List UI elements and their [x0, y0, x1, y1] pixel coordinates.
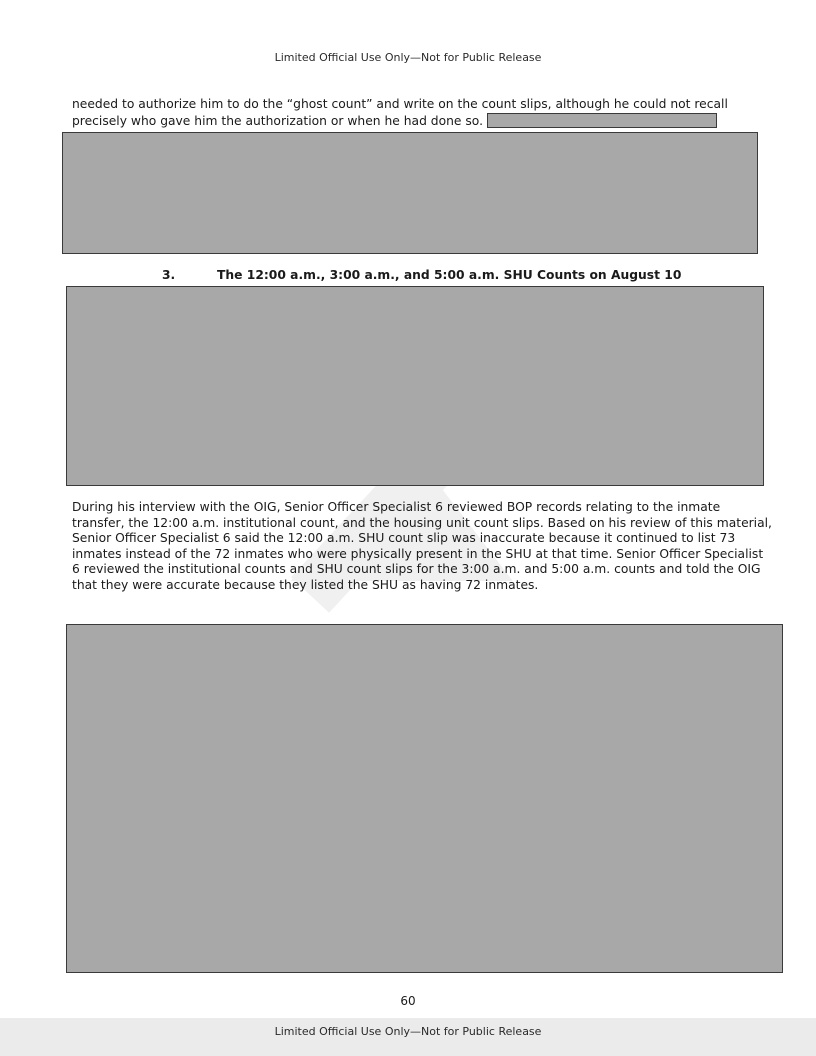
page-footer: Limited Official Use Only—Not for Public Release [274, 1025, 542, 1038]
redaction-block [66, 624, 783, 973]
inline-redaction-box [487, 113, 717, 128]
section-number: 3. [162, 268, 176, 282]
page-header: Limited Official Use Only—Not for Public Release [274, 51, 542, 64]
page-number: 60 [400, 994, 416, 1008]
redaction-block [62, 132, 758, 254]
redaction-block [66, 286, 764, 486]
section-title: The 12:00 a.m., 3:00 a.m., and 5:00 a.m. SHU Counts on August 10 [217, 268, 682, 282]
paragraph-oig-interview: During his interview with the OIG, Senior Officer Specialist 6 reviewed BOP records relating to the inmate transfer, the 12:00 a.m. institutional count, and the housing unit count slips. Based on his review of this material, Senior Officer Specialist 6 said the 12:00 a.m. SHU count slip was inaccurate because it continued to list 73 inmates instead of the 72 inmates who were physically present in the SHU at that time. Senior Officer Specialist 6 reviewed the institutional counts and SHU count slips for the 3:00 a.m. and 5:00 a.m. counts and told the OIG that they were accurate because they listed the SHU as having 72 inmates. [72, 500, 772, 592]
paragraph-text: needed to authorize him to do the “ghost count” and write on the count slips, although he could not recall precisely who gave him the authorization or when he had done so. [72, 97, 728, 128]
paragraph-ghost-count [72, 97, 772, 129]
